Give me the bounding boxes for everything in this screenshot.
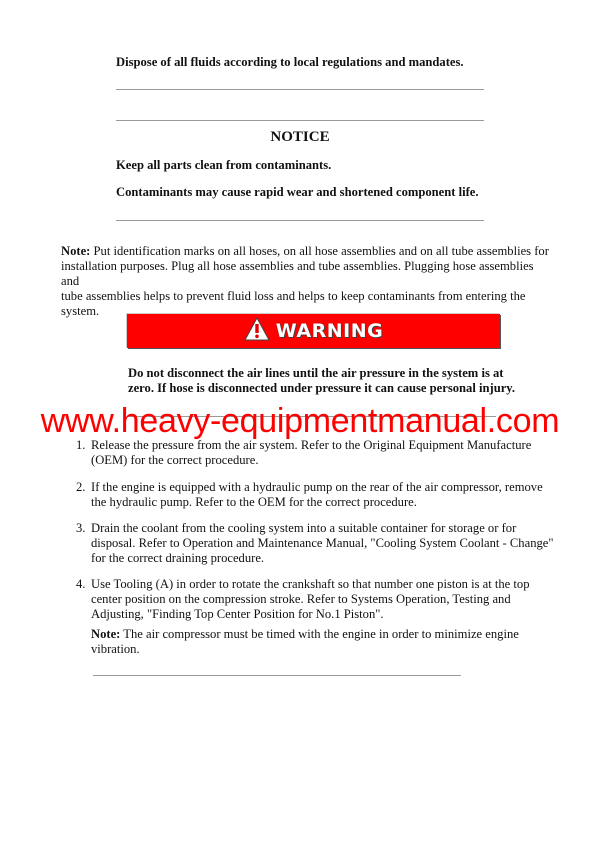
warning-text-line-2: zero. If hose is disconnected under pressure it can cause personal injury. [128,381,516,395]
divider [93,675,461,676]
note-paragraph: Note: Put identification marks on all hoses, on all hose assemblies and on all tube assemblies for installation purposes. Plug all hose assemblies and tube assemblies. Plugging hose assemblies and tube assemblies helps to prevent fluid loss and helps to keep contaminants from entering the system. [61,244,549,318]
notice-title: NOTICE [270,129,330,145]
note-label: Note: [91,627,121,641]
step-number: 1. [76,438,86,452]
procedure-step-2: 2. If the engine is equipped with a hydraulic pump on the rear of the air compressor, remove the hydraulic pump. Refer to the OEM for the correct procedure. [76,480,543,509]
warning-banner [127,314,500,348]
warning-label: WARNING [275,320,384,342]
divider [116,120,484,121]
fluid-disposal-text: Dispose of all fluids according to local regulations and mandates. [116,55,464,69]
warning-text-line-1: Do not disconnect the air lines until the air pressure in the system is at [128,366,504,380]
divider [116,89,484,90]
warning-triangle-icon [244,317,270,346]
step-number: 4. [76,577,86,591]
note-paragraph-2: Note: The air compressor must be timed with the engine in order to minimize engine vibration. [91,627,519,656]
step-number: 2. [76,480,86,494]
procedure-step-3: 3. Drain the coolant from the cooling system into a suitable container for storage or for disposal. Refer to Operation and Maintenance Manual, "Cooling System Coolant - Change" for the correct draining procedure. [76,521,554,565]
watermark-url: www.heavy-equipmentmanual.com [40,402,560,440]
divider [116,220,484,221]
notice-line-1: Keep all parts clean from contaminants. [116,158,332,172]
procedure-step-4: 4. Use Tooling (A) in order to rotate the crankshaft so that number one piston is at the top center position on the compression stroke. Refer to Systems Operation, Testing and Adjusting, "Finding Top Center Position for No.1 Piston". [76,577,530,621]
step-number: 3. [76,521,86,535]
note-label: Note: [61,244,91,258]
notice-line-2: Contaminants may cause rapid wear and shortened component life. [116,185,479,199]
procedure-step-1: 1. Release the pressure from the air system. Refer to the Original Equipment Manufacture (OEM) for the correct procedure. [76,438,532,467]
